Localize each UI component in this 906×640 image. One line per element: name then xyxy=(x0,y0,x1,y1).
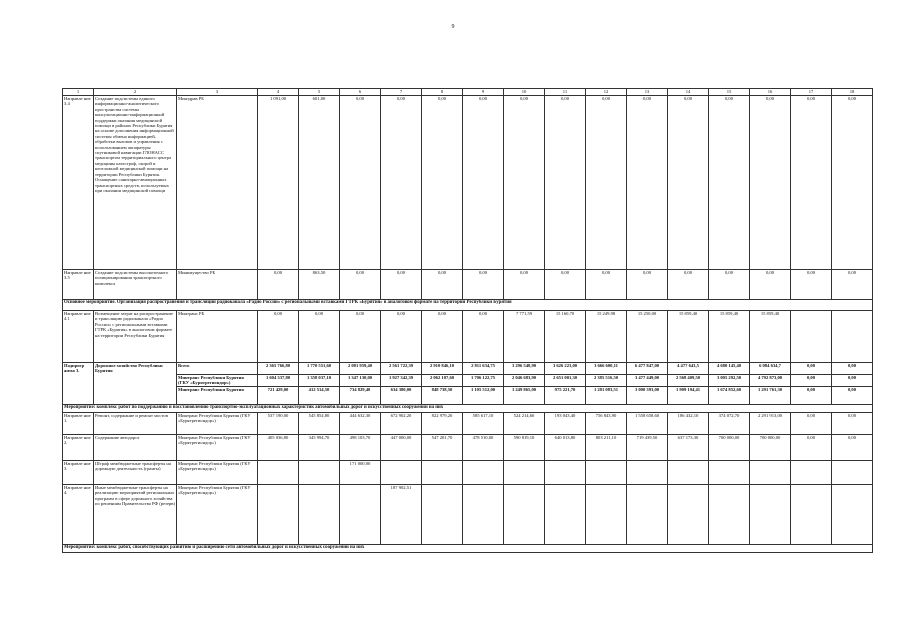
value-cell xyxy=(463,461,504,485)
table-row xyxy=(63,96,873,270)
value-cell: 4 477 643,5 xyxy=(668,363,709,375)
value-cell: 0,00 xyxy=(422,311,463,363)
value-cell xyxy=(709,485,750,545)
value-cell: 3 626 223,00 xyxy=(545,363,586,375)
value-cell: 2 062 107,60 xyxy=(422,375,463,387)
executor: Минтранс РБ xyxy=(177,311,258,363)
direction-code: Направле ние 2. xyxy=(63,435,94,461)
column-number: 8 xyxy=(422,89,463,96)
measure-name: Создание подсистемы высокоточного позиционирования транспортного комплекса xyxy=(94,270,177,300)
value-cell xyxy=(832,485,873,545)
value-cell: 0,00 xyxy=(258,311,299,363)
value-cell: 0,00 xyxy=(422,270,463,300)
budget-table xyxy=(62,88,873,553)
value-cell: 0,00 xyxy=(504,96,545,270)
value-cell: 524 214,60 xyxy=(504,413,545,435)
value-cell: 756 843,90 xyxy=(586,413,627,435)
value-cell: 0,00 xyxy=(709,270,750,300)
value-cell: 1 358 037,10 xyxy=(299,375,340,387)
value-cell: 0,00 xyxy=(791,387,832,405)
column-number: 15 xyxy=(709,89,750,96)
value-cell: 0,00 xyxy=(463,311,504,363)
value-cell: 0,00 xyxy=(832,96,873,270)
value-cell: 1 674 852,60 xyxy=(709,387,750,405)
value-cell: 2 568 409,50 xyxy=(668,375,709,387)
section-title: Мероприятие: комплекс работ по поддержанию и восстановлению транспортно-эксплуатационных характеристик автомобильных дорог и искусственных сооружений на них xyxy=(63,405,873,413)
column-number: 13 xyxy=(627,89,668,96)
table-row xyxy=(63,461,873,485)
value-cell: 0,00 xyxy=(668,270,709,300)
value-cell: 734 829,40 xyxy=(340,387,381,405)
value-cell xyxy=(258,461,299,485)
value-cell: 537 190,00 xyxy=(258,413,299,435)
value-cell xyxy=(422,485,463,545)
direction-code: Направле ние 1. xyxy=(63,413,94,435)
value-cell xyxy=(791,485,832,545)
subprogram-row xyxy=(63,375,873,387)
value-cell: 863,50 xyxy=(299,270,340,300)
table-row xyxy=(63,270,873,300)
value-cell xyxy=(627,485,668,545)
measure-name: Возмещение затрат на распространение и трансляцию радиоканала «Радио России» с региональными вставками ГТРК «Бурятия» в аналоговом формате на территории Республики Бурятия xyxy=(94,311,177,363)
value-cell: 1 347 130,00 xyxy=(340,375,381,387)
value-cell xyxy=(791,311,832,363)
section-row xyxy=(63,300,873,311)
direction-code: Направле ние 3.4 xyxy=(63,96,94,270)
value-cell: 585 617,10 xyxy=(463,413,504,435)
value-cell: 0,00 xyxy=(791,435,832,461)
executor: Минтранс Республики Бурятия (ГКУ «Бурятрегиондор») xyxy=(177,413,258,435)
value-cell: 1 091,00 xyxy=(258,96,299,270)
direction-code: Направле ние 4.1 xyxy=(63,311,94,363)
section-row xyxy=(63,545,873,553)
column-number: 5 xyxy=(299,89,340,96)
value-cell xyxy=(750,461,791,485)
direction-code: Направле ние 3.5 xyxy=(63,270,94,300)
value-cell: 0,00 xyxy=(791,375,832,387)
value-cell: 0,00 xyxy=(381,311,422,363)
value-cell xyxy=(668,461,709,485)
value-cell: 2 385 516,50 xyxy=(586,375,627,387)
value-cell: 0,00 xyxy=(545,96,586,270)
executor: Минимущество РБ xyxy=(177,270,258,300)
value-cell: 637 173,30 xyxy=(668,435,709,461)
value-cell xyxy=(422,461,463,485)
value-cell: 345 994,70 xyxy=(299,435,340,461)
executor: Минздрав РБ xyxy=(177,96,258,270)
value-cell: 700 000,00 xyxy=(709,435,750,461)
column-number: 1 xyxy=(63,89,94,96)
column-number: 16 xyxy=(750,89,791,96)
value-cell: 412 514,50 xyxy=(299,387,340,405)
column-number: 4 xyxy=(258,89,299,96)
value-cell: 1 604 337,80 xyxy=(258,375,299,387)
value-cell: 0,00 xyxy=(340,270,381,300)
value-cell: 1 105 512,00 xyxy=(463,387,504,405)
value-cell: 0,00 xyxy=(545,270,586,300)
value-cell: 3 666 600,11 xyxy=(586,363,627,375)
value-cell: 1 291 761,30 xyxy=(750,387,791,405)
column-number: 12 xyxy=(586,89,627,96)
value-cell xyxy=(750,485,791,545)
column-number: 3 xyxy=(177,89,258,96)
section-row xyxy=(63,405,873,413)
value-cell: 1 770 551,60 xyxy=(299,363,340,375)
column-number: 17 xyxy=(791,89,832,96)
column-number: 18 xyxy=(832,89,873,96)
value-cell: 547 201,70 xyxy=(422,435,463,461)
executor: Минтранс Республики Бурятия (ГКУ «Бурятрегиондор») xyxy=(177,485,258,545)
value-cell xyxy=(545,461,586,485)
value-cell: 1 927 342,39 xyxy=(381,375,422,387)
value-cell: 498 103,70 xyxy=(340,435,381,461)
value-cell: 0,00 xyxy=(381,96,422,270)
value-cell: 7 771,59 xyxy=(504,311,545,363)
value-cell xyxy=(832,311,873,363)
value-cell: 0,00 xyxy=(791,270,832,300)
value-cell: 848 738,50 xyxy=(422,387,463,405)
value-cell: 15 250,00 xyxy=(627,311,668,363)
column-number: 10 xyxy=(504,89,545,96)
value-cell: 1 909 194,41 xyxy=(668,387,709,405)
value-cell: 0,00 xyxy=(832,435,873,461)
value-cell: 0,00 xyxy=(340,96,381,270)
value-cell: 0,00 xyxy=(627,270,668,300)
value-cell: 2 291 913,00 xyxy=(750,413,791,435)
value-cell xyxy=(299,461,340,485)
executor: Всего xyxy=(177,363,258,375)
value-cell xyxy=(832,461,873,485)
subprogram-code: Подпрогр амма 3. xyxy=(63,363,94,405)
value-cell: 0,00 xyxy=(750,96,791,270)
value-cell: 6 477 847,00 xyxy=(627,363,668,375)
value-cell: 640 013,80 xyxy=(545,435,586,461)
value-cell: 2 651 001,30 xyxy=(545,375,586,387)
value-cell: 3 005 292,50 xyxy=(709,375,750,387)
table-row xyxy=(63,413,873,435)
value-cell: 15 859,40 xyxy=(750,311,791,363)
value-cell: 1 558 658,60 xyxy=(627,413,668,435)
value-cell: 2 046 683,90 xyxy=(504,375,545,387)
column-number: 6 xyxy=(340,89,381,96)
value-cell xyxy=(504,461,545,485)
value-cell xyxy=(258,485,299,545)
value-cell xyxy=(586,461,627,485)
value-cell: 590 819,10 xyxy=(504,435,545,461)
value-cell: 444 632,30 xyxy=(340,413,381,435)
value-cell: 0,00 xyxy=(340,311,381,363)
value-cell xyxy=(586,485,627,545)
value-cell: 0,00 xyxy=(504,270,545,300)
value-cell: 0,00 xyxy=(463,270,504,300)
value-cell: 0,00 xyxy=(791,96,832,270)
table-row xyxy=(63,485,873,545)
value-cell: 0,00 xyxy=(791,413,832,435)
value-cell: 0,00 xyxy=(832,375,873,387)
measure-name: Содержание автодорог xyxy=(94,435,177,461)
executor: Минтранс Республики Бурятия (ГКУ «Бурятрегиондор») xyxy=(177,375,258,387)
value-cell: 0,00 xyxy=(791,363,832,375)
value-cell: 6 084 634,7 xyxy=(750,363,791,375)
value-cell: 2 365 766,80 xyxy=(258,363,299,375)
value-cell xyxy=(504,485,545,545)
column-number: 2 xyxy=(94,89,177,96)
column-number: 9 xyxy=(463,89,504,96)
subprogram-row xyxy=(63,387,873,405)
value-cell: 2 561 722,39 xyxy=(381,363,422,375)
value-cell: 0,00 xyxy=(627,96,668,270)
value-cell: 721 429,00 xyxy=(258,387,299,405)
value-cell: 3 477 449,00 xyxy=(627,375,668,387)
value-cell: 1 706 122,75 xyxy=(463,375,504,387)
value-cell: 0,00 xyxy=(832,270,873,300)
value-cell: 0,00 xyxy=(463,96,504,270)
value-cell: 0,00 xyxy=(586,270,627,300)
value-cell xyxy=(299,485,340,545)
section-title: Мероприятие: комплекс работ, способствующих развитию и расширению сети автомобильных дорог и искусственных сооружений на них xyxy=(63,545,873,553)
value-cell: 719 439,50 xyxy=(627,435,668,461)
value-cell: 15 859,40 xyxy=(668,311,709,363)
measure-name: Создание подсистемы единого информационно-аналитического пространства системы консультационно-информационной поддержки оказания медицинской помощи в районах Республики Бурятия на основе дополнения информационной системы обмена информацией, обработки вызовов и управления с использованием аппаратуры спутниковой навигации ГЛОНАСС транспортом территориального центра медицины катастроф, скорой и неотложной медицинской помощи на территории Республики Бурятия. Оснащение санитарно-авиационных транспортных средств, используемых при оказании медицинской помощи xyxy=(94,96,177,270)
page-number: 9 xyxy=(451,24,455,30)
value-cell xyxy=(627,461,668,485)
value-cell: 1 281 083,51 xyxy=(586,387,627,405)
value-cell: 171 000,00 xyxy=(340,461,381,485)
value-cell: 187 902,51 xyxy=(381,485,422,545)
column-number: 11 xyxy=(545,89,586,96)
value-cell: 2 910 846,10 xyxy=(422,363,463,375)
value-cell: 672 902,20 xyxy=(381,413,422,435)
value-cell: 700 000,00 xyxy=(750,435,791,461)
value-cell xyxy=(545,485,586,545)
direction-code: Направле ние 3. xyxy=(63,461,94,485)
section-title: Основное мероприятие. Организация распространения и трансляции радиоканала «Радио России» с региональными вставками ГТРК «Бурятия» в аналоговом формате на территории Республики Бурятия xyxy=(63,300,873,311)
executor: Минтранс Республики Бурятия (ГКУ «Бурятрегиондор») xyxy=(177,461,258,485)
value-cell: 405 036,80 xyxy=(258,435,299,461)
value-cell xyxy=(340,485,381,545)
value-cell: 0,00 xyxy=(832,387,873,405)
value-cell: 975 221,70 xyxy=(545,387,586,405)
executor: Минтранс Республики Бурятия (ГКУ «Бурятрегиондор») xyxy=(177,435,258,461)
value-cell: 0,00 xyxy=(586,96,627,270)
value-cell: 15 249,98 xyxy=(586,311,627,363)
value-cell: 374 072,70 xyxy=(709,413,750,435)
value-cell: 0,00 xyxy=(381,270,422,300)
value-cell: 0,00 xyxy=(709,96,750,270)
value-cell: 478 510,00 xyxy=(463,435,504,461)
value-cell: 601,00 xyxy=(299,96,340,270)
table-row xyxy=(63,435,873,461)
executor: Минтранс Республики Бурятия xyxy=(177,387,258,405)
value-cell: 2 811 634,75 xyxy=(463,363,504,375)
value-cell: 634 380,00 xyxy=(381,387,422,405)
direction-code: Направле ние 4. xyxy=(63,485,94,545)
value-cell: 15 160,70 xyxy=(545,311,586,363)
measure-name: Иные межбюджетные трансферты на реализацию мероприятий региональных программ в сфере дорожного хозяйства по решениям Правительства РФ (резерв) xyxy=(94,485,177,545)
column-number: 14 xyxy=(668,89,709,96)
header-row xyxy=(63,89,873,96)
table-row xyxy=(63,311,873,363)
value-cell: 0,00 xyxy=(832,413,873,435)
value-cell: 4 680 145,40 xyxy=(709,363,750,375)
value-cell xyxy=(709,461,750,485)
value-cell: 0,00 xyxy=(832,363,873,375)
value-cell: 0,00 xyxy=(258,270,299,300)
value-cell: 447 000,00 xyxy=(381,435,422,461)
value-cell: 15 859,40 xyxy=(709,311,750,363)
value-cell: 193 043,40 xyxy=(545,413,586,435)
value-cell: 2 081 959,40 xyxy=(340,363,381,375)
value-cell xyxy=(668,485,709,545)
value-cell: 0,00 xyxy=(422,96,463,270)
value-cell: 822 979,20 xyxy=(422,413,463,435)
subprogram-name: Дорожное хозяйство Республики Бурятия xyxy=(94,363,177,405)
value-cell: 545 854,80 xyxy=(299,413,340,435)
value-cell: 3 000 393,00 xyxy=(627,387,668,405)
value-cell xyxy=(381,461,422,485)
value-cell: 803 211,10 xyxy=(586,435,627,461)
value-cell: 3 296 548,90 xyxy=(504,363,545,375)
value-cell: 186 432,10 xyxy=(668,413,709,435)
value-cell: 0,00 xyxy=(668,96,709,270)
measure-name: Штраф межбюджетные трансферты на дорожную деятельность (гранты) xyxy=(94,461,177,485)
subprogram-row xyxy=(63,363,873,375)
value-cell xyxy=(463,485,504,545)
column-number: 7 xyxy=(381,89,422,96)
value-cell: 0,00 xyxy=(750,270,791,300)
value-cell xyxy=(791,461,832,485)
value-cell: 0,00 xyxy=(299,311,340,363)
measure-name: Ремонт, содержание и ремонт мостов xyxy=(94,413,177,435)
value-cell: 1 249 865,00 xyxy=(504,387,545,405)
value-cell: 4 792 873,00 xyxy=(750,375,791,387)
